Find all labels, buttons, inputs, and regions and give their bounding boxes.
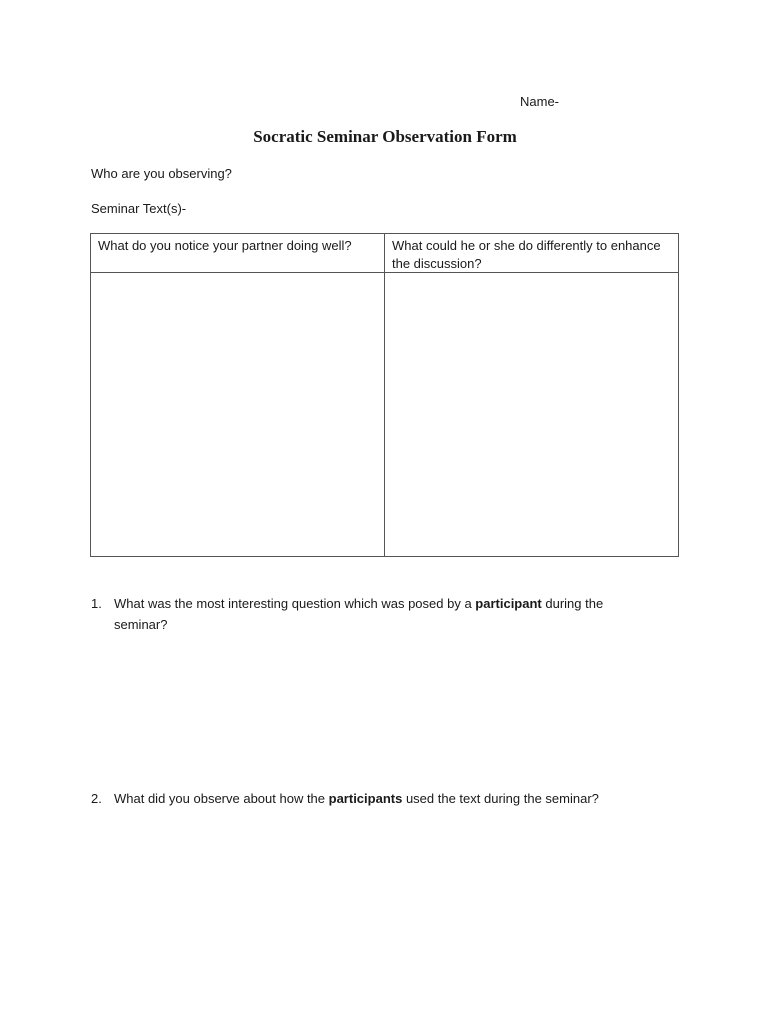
page-title: Socratic Seminar Observation Form xyxy=(253,127,517,146)
question-number: 1. xyxy=(91,596,102,611)
name-label: Name- xyxy=(520,94,560,109)
column-header-well: What do you notice your partner doing well? xyxy=(91,234,385,273)
question-1 xyxy=(91,593,651,635)
column-header-differently: What could he or she do differently to enhance the discussion? xyxy=(385,234,678,273)
answer-cell-well[interactable] xyxy=(91,273,385,556)
question-2 xyxy=(91,788,651,809)
observation-table xyxy=(90,233,679,557)
answer-cell-differently[interactable] xyxy=(385,273,678,556)
observing-prompt: Who are you observing? xyxy=(91,166,232,181)
seminar-text-prompt: Seminar Text(s)- xyxy=(91,201,187,216)
question-number: 2. xyxy=(91,791,102,806)
question-text: What did you observe about how the participants used the text during the seminar? xyxy=(114,791,599,806)
question-text: What was the most interesting question which was posed by a participant during the seminar? xyxy=(114,596,604,632)
